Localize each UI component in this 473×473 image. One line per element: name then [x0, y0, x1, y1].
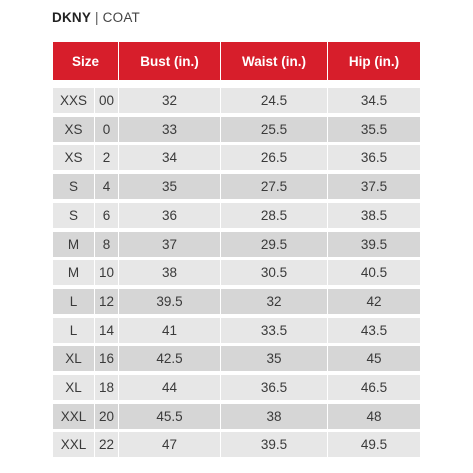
size-number-cell: 00: [95, 88, 118, 113]
waist-cell: 29.5: [221, 232, 327, 257]
size-label-cell: XS: [53, 145, 94, 170]
hip-cell: 38.5: [328, 203, 420, 228]
waist-cell: 26.5: [221, 145, 327, 170]
header-bust: Bust (in.): [119, 42, 220, 80]
waist-cell: 33.5: [221, 318, 327, 343]
table-row: [53, 318, 420, 343]
hip-cell: 45: [328, 346, 420, 371]
table-row: [53, 375, 420, 400]
hip-cell: 46.5: [328, 375, 420, 400]
hip-cell: 37.5: [328, 174, 420, 199]
size-number-cell: 8: [95, 232, 118, 257]
bust-cell: 36: [119, 203, 220, 228]
size-label-cell: XXS: [53, 88, 94, 113]
bust-cell: 45.5: [119, 404, 220, 429]
header-waist: Waist (in.): [221, 42, 327, 80]
waist-cell: 30.5: [221, 260, 327, 285]
category-name: COAT: [102, 10, 140, 25]
table-row: [53, 117, 420, 142]
waist-cell: 35: [221, 346, 327, 371]
size-number-cell: 16: [95, 346, 118, 371]
waist-cell: 24.5: [221, 88, 327, 113]
bust-cell: 35: [119, 174, 220, 199]
bust-cell: 44: [119, 375, 220, 400]
size-label-cell: L: [53, 289, 94, 314]
size-label-cell: S: [53, 174, 94, 199]
bust-cell: 32: [119, 88, 220, 113]
size-number-cell: 22: [95, 432, 118, 457]
hip-cell: 36.5: [328, 145, 420, 170]
waist-cell: 39.5: [221, 432, 327, 457]
hip-cell: 39.5: [328, 232, 420, 257]
bust-cell: 37: [119, 232, 220, 257]
table-row: [53, 289, 420, 314]
size-label-cell: S: [53, 203, 94, 228]
table-row: [53, 346, 420, 371]
size-number-cell: 10: [95, 260, 118, 285]
size-number-cell: 2: [95, 145, 118, 170]
hip-cell: 35.5: [328, 117, 420, 142]
size-label-cell: XL: [53, 375, 94, 400]
size-label-cell: M: [53, 232, 94, 257]
waist-cell: 38: [221, 404, 327, 429]
bust-cell: 38: [119, 260, 220, 285]
bust-cell: 42.5: [119, 346, 220, 371]
table-header-row: [53, 42, 420, 80]
header-size: Size: [53, 42, 118, 80]
bust-cell: 47: [119, 432, 220, 457]
waist-cell: 25.5: [221, 117, 327, 142]
waist-cell: 27.5: [221, 174, 327, 199]
size-label-cell: M: [53, 260, 94, 285]
hip-cell: 49.5: [328, 432, 420, 457]
table-row: [53, 404, 420, 429]
size-label-cell: XXL: [53, 404, 94, 429]
size-label-cell: XL: [53, 346, 94, 371]
bust-cell: 39.5: [119, 289, 220, 314]
header-hip: Hip (in.): [328, 42, 420, 80]
hip-cell: 42: [328, 289, 420, 314]
bust-cell: 41: [119, 318, 220, 343]
page-title: [52, 10, 140, 25]
hip-cell: 48: [328, 404, 420, 429]
hip-cell: 40.5: [328, 260, 420, 285]
waist-cell: 32: [221, 289, 327, 314]
hip-cell: 34.5: [328, 88, 420, 113]
size-number-cell: 14: [95, 318, 118, 343]
table-row: [53, 174, 420, 199]
table-row: [53, 260, 420, 285]
table-row: [53, 432, 420, 457]
size-number-cell: 4: [95, 174, 118, 199]
table-row: [53, 203, 420, 228]
size-label-cell: XS: [53, 117, 94, 142]
bust-cell: 33: [119, 117, 220, 142]
table-row: [53, 88, 420, 113]
title-separator: |: [91, 10, 103, 25]
size-chart-table: [53, 42, 420, 460]
size-number-cell: 0: [95, 117, 118, 142]
size-number-cell: 6: [95, 203, 118, 228]
hip-cell: 43.5: [328, 318, 420, 343]
size-label-cell: XXL: [53, 432, 94, 457]
bust-cell: 34: [119, 145, 220, 170]
size-number-cell: 20: [95, 404, 118, 429]
size-number-cell: 12: [95, 289, 118, 314]
size-number-cell: 18: [95, 375, 118, 400]
waist-cell: 36.5: [221, 375, 327, 400]
waist-cell: 28.5: [221, 203, 327, 228]
size-label-cell: L: [53, 318, 94, 343]
table-row: [53, 232, 420, 257]
brand-name: DKNY: [52, 10, 92, 25]
table-row: [53, 145, 420, 170]
